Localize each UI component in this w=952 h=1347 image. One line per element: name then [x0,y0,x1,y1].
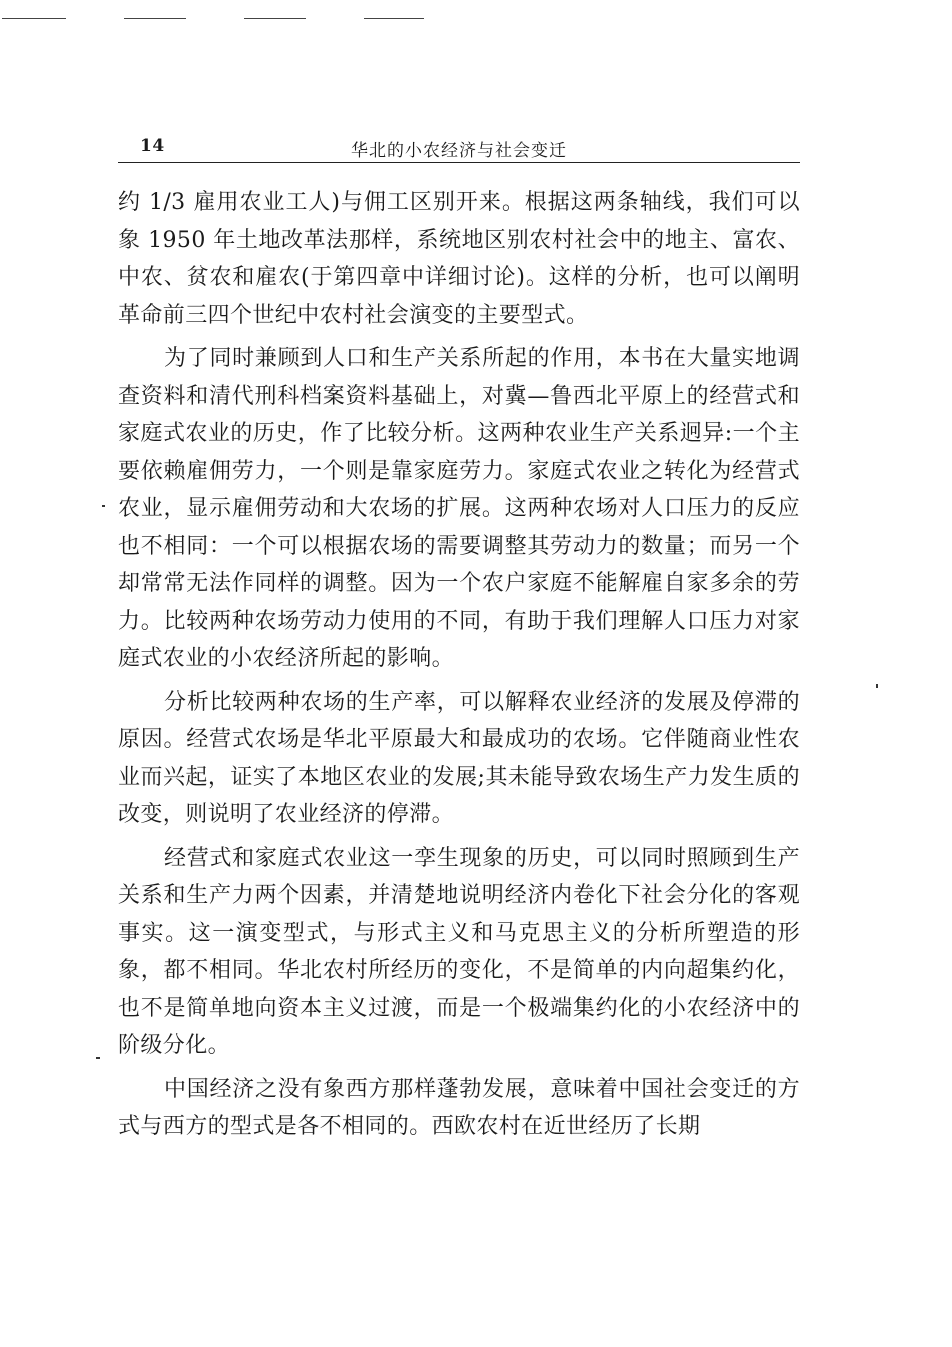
paragraph: 分析比较两种农场的生产率，可以解释农业经济的发展及停滞的原因。经营式农场是华北平原最大和最成功的农场。它伴随商业性农业而兴起，证实了本地区农业的发展;其未能导致农场生产力发生质的改变，则说明了农业经济的停滞。 [118,689,800,827]
scan-rule [364,18,424,19]
paragraph: 中国经济之没有象西方那样蓬勃发展，意味着中国社会变迁的方式与西方的型式是各不相同的。西欧农村在近世经历了长期 [118,1076,800,1139]
scan-speck [96,1057,100,1059]
paragraph: 约 1/3 雇用农业工人)与佣工区别开来。根据这两条轴线，我们可以象 1950 年土地改革法那样，系统地区别农村社会中的地主、富农、中农、贫农和雇农(于第四章中详细讨论)。这样的分析，也可以阐明革命前三四个世纪中农村社会演变的主要型式。 [118,190,800,328]
paragraph: 为了同时兼顾到人口和生产关系所起的作用，本书在大量实地调查资料和清代刑科档案资料基础上，对冀—鲁西北平原上的经营式和家庭式农业的历史，作了比较分析。这两种农业生产关系迥异:一个主要依赖雇佣劳力，一个则是靠家庭劳力。家庭式农业之转化为经营式农业，显示雇佣劳动和大农场的扩展。这两种农场对人口压力的反应也不相同：一个可以根据农场的需要调整其劳动力的数量；而另一个却常常无法作同样的调整。因为一个农户家庭不能解雇自家多余的劳力。比较两种农场劳动力使用的不同，有助于我们理解人口压力对家庭式农业的小农经济所起的影响。 [118,346,800,671]
running-title: 华北的小农经济与社会变迁 [351,141,567,161]
page-number: 14 [140,136,165,156]
scan-rule [244,18,306,19]
scan-rule [124,18,186,19]
body-text [118,184,800,1146]
top-scan-rules [0,18,952,22]
scan-rule [2,18,66,19]
page-header [118,132,800,163]
scan-speck [102,505,105,507]
scan-speck [876,684,878,688]
paragraph: 经营式和家庭式农业这一孪生现象的历史，可以同时照顾到生产关系和生产力两个因素，并清楚地说明经济内卷化下社会分化的客观事实。这一演变型式，与形式主义和马克思主义的分析所塑造的形象，都不相同。华北农村所经历的变化，不是简单的内向超集约化，也不是简单地向资本主义过渡，而是一个极端集约化的小农经济中的阶级分化。 [118,845,800,1058]
